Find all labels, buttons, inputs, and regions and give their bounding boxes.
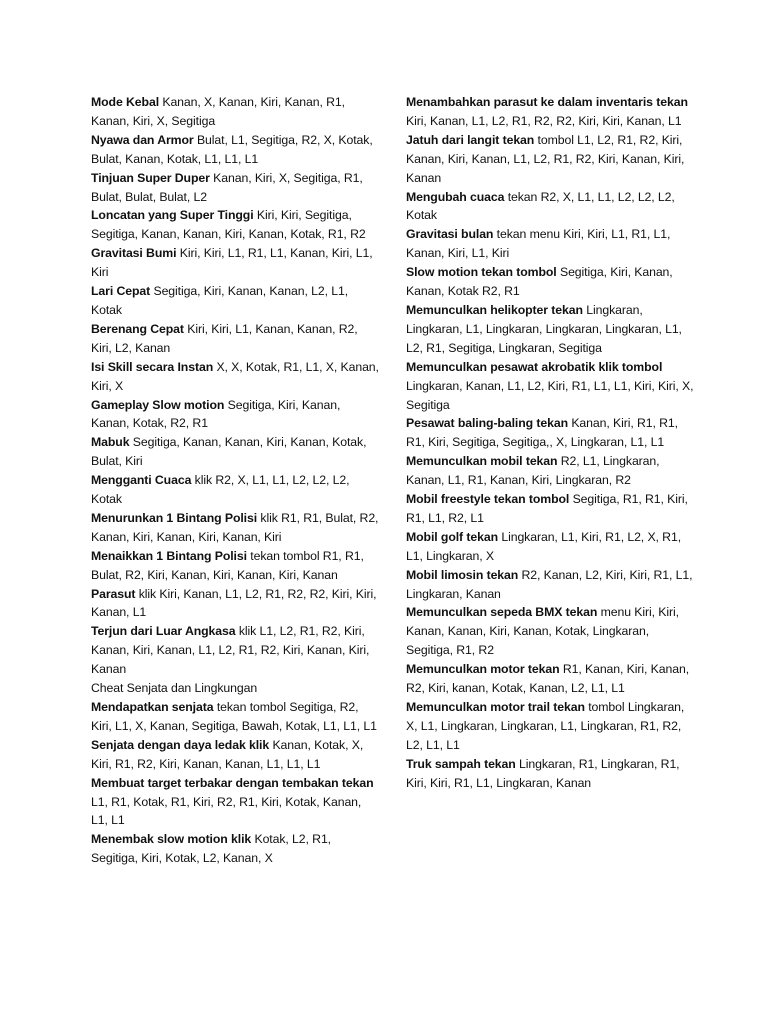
cheat-title: Lari Cepat [91, 284, 151, 299]
cheat-entry [406, 225, 696, 263]
cheat-title: Mode Kebal [91, 95, 160, 109]
cheat-entry [406, 414, 696, 452]
cheat-entry [406, 755, 696, 793]
cheat-code: Kiri, Kiri, L1, R1, L1, Kanan, Kiri, L1, Kiri [91, 246, 373, 280]
cheat-entry [91, 169, 381, 207]
cheat-entry [91, 206, 381, 244]
cheat-title: Nyawa dan Armor [91, 132, 194, 147]
cheat-code: menu Kiri, Kiri, Kanan, Kanan, Kiri, Kanan, Kotak, Lingkaran, Segitiga, R1, R2 [406, 605, 679, 658]
cheat-entry [406, 263, 696, 301]
cheat-code: tekan menu Kiri, Kiri, L1, R1, L1, Kanan, Kiri, L1, Kiri [406, 227, 671, 261]
cheat-entry [91, 679, 381, 698]
cheat-code: L1, R1, Kotak, R1, Kiri, R2, R1, Kiri, Kotak, Kanan, L1, L1 [91, 794, 362, 828]
cheat-entry [406, 698, 696, 755]
cheat-code: Segitiga, Kanan, Kanan, Kiri, Kanan, Kotak, Bulat, Kiri [91, 435, 367, 469]
cheat-title: Mobil freestyle tekan tombol [406, 492, 570, 507]
cheat-entry [406, 566, 696, 604]
cheat-code: Segitiga, Kiri, Kanan, Kanan, L2, L1, Kotak [91, 284, 349, 317]
cheat-code: tombol L1, L2, R1, R2, Kiri, Kanan, Kiri, Kanan, L1, L2, R1, R2, Kiri, Kanan, Kiri, Kanan [406, 132, 685, 185]
cheat-code: Lingkaran, Kanan, L1, L2, Kiri, R1, L1, L1, Kiri, Kiri, X, Segitiga [406, 378, 694, 412]
cheat-code: Kiri, Kiri, Segitiga, Segitiga, Kanan, Kanan, Kiri, Kanan, Kotak, R1, R2 [91, 208, 366, 242]
cheat-title: Gravitasi bulan [406, 227, 494, 242]
cheat-title: Terjun dari Luar Angkasa [91, 624, 236, 639]
cheat-entry [406, 301, 696, 358]
cheat-title: Senjata dengan daya ledak klik [91, 737, 270, 752]
cheat-title: Isi Skill secara Instan [91, 359, 214, 374]
cheat-title: Berenang Cepat [91, 321, 184, 336]
cheat-entry [91, 698, 381, 736]
cheat-entry [91, 585, 381, 623]
cheat-entry [406, 660, 696, 698]
cheat-entry [406, 131, 696, 188]
cheat-code: Lingkaran, L1, Kiri, R1, L2, X, R1, L1, Lingkaran, X [406, 529, 682, 563]
cheat-code: Kiri, Kanan, L1, L2, R1, R2, R2, Kiri, Kiri, Kanan, L1 [406, 113, 682, 128]
cheat-entry [91, 396, 381, 434]
cheat-entry [91, 622, 381, 679]
cheat-entry [91, 509, 381, 547]
cheat-title: Mabuk [91, 435, 130, 450]
cheat-title: Gravitasi Bumi [91, 246, 177, 261]
cheat-entry [91, 830, 381, 868]
cheat-code: Segitiga, R1, R1, Kiri, R1, L1, R2, L1 [406, 492, 688, 525]
cheat-code: Bulat, L1, Segitiga, R2, X, Kotak, Bulat, Kanan, Kotak, L1, L1, L1 [91, 132, 373, 166]
cheat-title: Memunculkan motor trail tekan [406, 700, 585, 714]
cheat-title: Memunculkan sepeda BMX tekan [406, 605, 598, 620]
cheat-title: Gameplay Slow motion [91, 397, 225, 412]
cheat-entry [91, 244, 381, 282]
left-column [91, 93, 381, 868]
cheat-code: tombol Lingkaran, X, L1, Lingkaran, Lingkaran, L1, Lingkaran, R1, R2, L2, L1, L1 [406, 700, 685, 752]
cheat-entry [406, 490, 696, 528]
cheat-entry [91, 774, 381, 831]
cheat-entry [91, 547, 381, 585]
cheat-code: Kiri, Kiri, L1, Kanan, Kanan, R2, Kiri, L2, Kanan [91, 321, 358, 355]
cheat-code: Kotak, L2, R1, Segitiga, Kiri, Kotak, L2, Kanan, X [91, 832, 331, 866]
cheat-title: Mobil golf tekan [406, 529, 498, 544]
cheat-code: tekan tombol R1, R1, Bulat, R2, Kiri, Kanan, Kiri, Kanan, Kiri, Kanan [91, 548, 364, 582]
cheat-title: Menambahkan parasut ke dalam inventaris tekan [406, 95, 688, 109]
right-column [406, 93, 696, 793]
cheat-code: Kanan, Kotak, X, Kiri, R1, R2, Kiri, Kanan, Kanan, L1, L1, L1 [91, 737, 364, 771]
cheat-code: tekan R2, X, L1, L1, L2, L2, L2, Kotak [406, 189, 675, 223]
cheat-code: R1, Kanan, Kiri, Kanan, R2, Kiri, kanan, Kotak, Kanan, L2, L1, L1 [406, 662, 690, 696]
cheat-title: Memunculkan motor tekan [406, 662, 560, 677]
section-heading: Cheat Senjata dan Lingkungan [91, 681, 258, 696]
cheat-entry [91, 320, 381, 358]
cheat-title: Membuat target terbakar dengan tembakan tekan [91, 775, 374, 790]
cheat-entry [91, 736, 381, 774]
cheat-code: Kanan, X, Kanan, Kiri, Kanan, R1, Kanan, Kiri, X, Segitiga [91, 95, 345, 128]
cheat-code: klik Kiri, Kanan, L1, L2, R1, R2, R2, Kiri, Kiri, Kanan, L1 [91, 586, 377, 620]
cheat-title: Mengganti Cuaca [91, 473, 192, 488]
cheat-code: Kanan, Kiri, X, Segitiga, R1, Bulat, Bulat, Bulat, L2 [91, 170, 363, 204]
cheat-title: Memunculkan pesawat akrobatik klik tombol [406, 359, 663, 374]
cheat-code: R2, Kanan, L2, Kiri, Kiri, R1, L1, Lingkaran, Kanan [406, 567, 693, 601]
cheat-code: R2, L1, Lingkaran, Kanan, L1, R1, Kanan, Kiri, Lingkaran, R2 [406, 454, 660, 488]
cheat-entry [91, 282, 381, 320]
cheat-code: klik R2, X, L1, L1, L2, L2, L2, Kotak [91, 473, 350, 507]
cheat-title: Tinjuan Super Duper [91, 170, 210, 185]
cheat-entry [406, 528, 696, 566]
cheat-code: Lingkaran, R1, Lingkaran, R1, Kiri, Kiri, R1, L1, Lingkaran, Kanan [406, 756, 680, 790]
cheat-title: Menurunkan 1 Bintang Polisi [91, 510, 258, 525]
cheat-code: Kanan, Kiri, R1, R1, R1, Kiri, Segitiga, Segitiga,, X, Lingkaran, L1, L1 [406, 416, 678, 450]
cheat-title: Mengubah cuaca [406, 189, 505, 204]
cheat-code: klik L1, L2, R1, R2, Kiri, Kanan, Kiri, Kanan, L1, L2, R1, R2, Kiri, Kanan, Kiri, Kanan [91, 624, 370, 677]
cheat-entry [91, 131, 381, 169]
cheat-title: Jatuh dari langit tekan [406, 132, 535, 147]
cheat-entry [406, 93, 696, 131]
cheat-title: Menaikkan 1 Bintang Polisi [91, 548, 247, 563]
cheat-title: Truk sampah tekan [406, 756, 516, 771]
cheat-entry [406, 358, 696, 415]
cheat-title: Loncatan yang Super Tinggi [91, 208, 254, 223]
cheat-code: X, X, Kotak, R1, L1, X, Kanan, Kiri, X [91, 359, 379, 393]
cheat-title: Memunculkan mobil tekan [406, 454, 558, 469]
cheat-title: Slow motion tekan tombol [406, 265, 557, 280]
cheat-entry [406, 452, 696, 490]
cheat-entry [91, 471, 381, 509]
cheat-code: Segitiga, Kiri, Kanan, Kanan, Kotak R2, R1 [406, 265, 673, 299]
cheat-code: Lingkaran, Lingkaran, L1, Lingkaran, Lingkaran, Lingkaran, L1, L2, R1, Segitiga, Lingkaran, Segitiga [406, 302, 682, 355]
cheat-entry [406, 603, 696, 660]
cheat-title: Parasut [91, 586, 136, 601]
cheat-title: Pesawat baling-baling tekan [406, 416, 568, 431]
cheat-code: tekan tombol Segitiga, R2, Kiri, L1, X, Kanan, Segitiga, Bawah, Kotak, L1, L1, L1 [91, 700, 377, 733]
cheat-title: Menembak slow motion klik [91, 832, 252, 847]
cheat-entry [91, 93, 381, 131]
cheat-entry [406, 188, 696, 226]
cheat-title: Memunculkan helikopter tekan [406, 302, 583, 317]
cheat-entry [91, 433, 381, 471]
cheat-title: Mobil limosin tekan [406, 567, 519, 582]
cheat-title: Mendapatkan senjata [91, 700, 214, 714]
cheat-entry [91, 358, 381, 396]
cheat-code: Segitiga, Kiri, Kanan, Kanan, Kotak, R2, R1 [91, 397, 341, 431]
cheat-code: klik R1, R1, Bulat, R2, Kanan, Kiri, Kanan, Kiri, Kanan, Kiri [91, 510, 379, 544]
